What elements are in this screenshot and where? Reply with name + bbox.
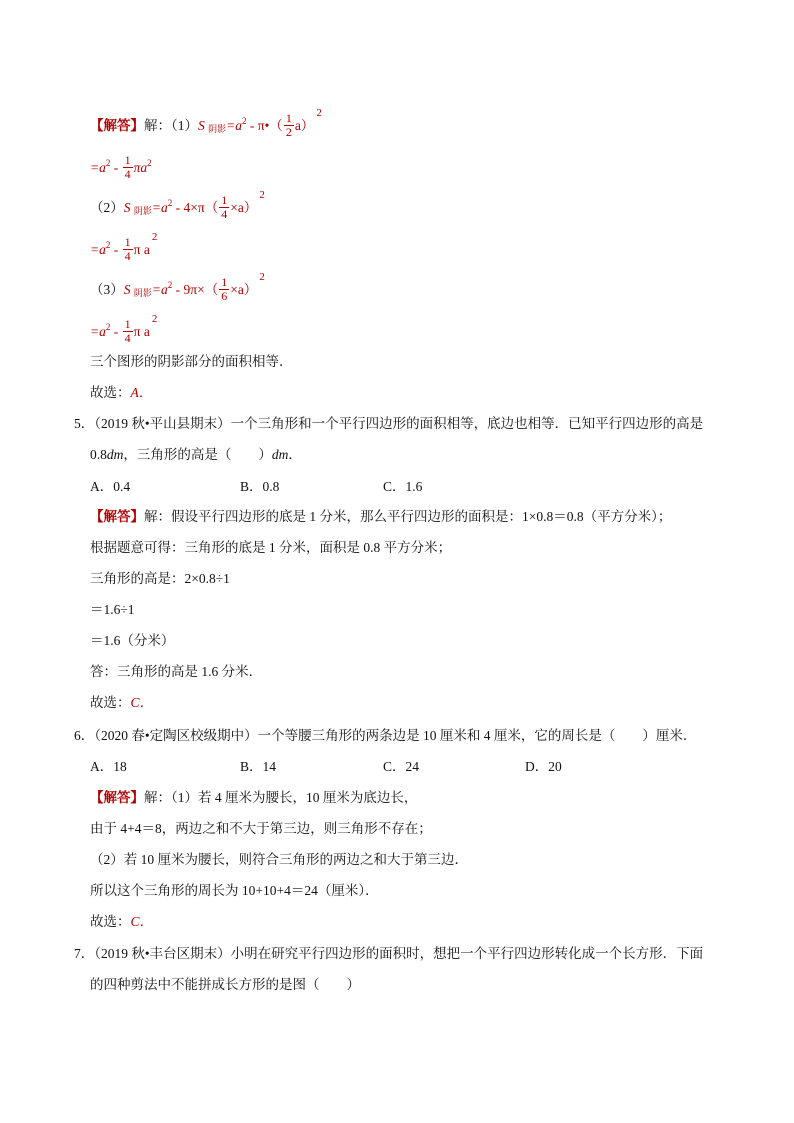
q4-result-line-1: $=a^2$ - $\frac{1}{4}$ $\pi a^2$ — [90, 153, 152, 182]
q6-stem: 6．（2020 春•定陶区校级期中）一个等腰三角形的两条边是 10 厘米和 4 厘米，它的周长是（ ）厘米． — [74, 728, 697, 743]
q5-option-c: C．1.6 — [383, 479, 423, 494]
fraction-1-4: $\frac{1}{4}$ — [124, 317, 131, 346]
q4-result-line-2: $=a^2$ - $\frac{1}{4}$ π $a^2$ — [90, 231, 158, 264]
q4-solution-line-2: （2）S $_{阴影}=a^2 - 4\times\pi$（ $\frac{1}{4}$ ×a）$^2$ — [90, 189, 265, 222]
q5-solution-line-2: 根据题意可得：三角形的底是 1 分米，面积是 0.8 平方分米； — [90, 540, 452, 555]
fraction-1-4: $\frac{1}{4}$ — [124, 235, 131, 264]
q4-result-line-3: $=a^2$ - $\frac{1}{4}$ π $a^2$ — [90, 313, 158, 346]
q5-option-a: A．0.4 — [90, 479, 131, 494]
q6-option-b: B．14 — [240, 759, 277, 774]
q6-solution-line-1: 【解答】解：（1）若 4 厘米为腰长，10 厘米为底边长， — [90, 790, 418, 805]
q5-option-b: B．0.8 — [240, 479, 280, 494]
q7-stem-line-1: 7．（2019 秋•丰台区期末）小明在研究平行四边形的面积时，想把一个平行四边形转化成一个长方形．下面 — [74, 946, 704, 961]
q4-solution-line-1: 【解答】解：（1）S $_{阴影}=a^2$ - π•（ $\frac{1}{2}$ a）$^2$ — [90, 107, 322, 140]
q4-answer: A． — [130, 385, 153, 400]
q6-options — [0, 757, 794, 777]
q5-number: 5． — [74, 416, 95, 431]
q6-answer: C． — [130, 914, 154, 929]
q6-number: 6． — [74, 728, 95, 743]
q5-solution-line-1: 【解答】解：假设平行四边形的底是 1 分米，那么平行四边形的面积是：1×0.8＝0.8（平方分米）； — [90, 509, 672, 524]
fraction-1-4: $\frac{1}{4}$ — [221, 193, 228, 222]
q6-choice-line: 故选：C． — [90, 914, 154, 929]
q6-solution-line-2: 由于 4+4＝8，两边之和不大于第三边，则三角形不存在； — [90, 821, 432, 836]
q7-number: 7． — [74, 946, 95, 961]
q5-options — [0, 477, 794, 497]
q5-choice-line: 故选：C． — [90, 695, 154, 710]
q5-solution-line-6: 答：三角形的高是 1.6 分米． — [90, 664, 263, 679]
q5-stem-line-1: 5．（2019 秋•平山县期末）一个三角形和一个平行四边形的面积相等，底边也相等．已知平行四边形的高是 — [74, 416, 704, 431]
q4-solution-line-3: （3）S $_{阴影}=a^2 - 9\pi\times$（ $\frac{1}{6}$ ×a）$^2$ — [90, 271, 265, 304]
q5-stem-line-2: 0.8dm，三角形的高是（ ）dm． — [90, 447, 302, 462]
q4-conclusion: 三个图形的阴影部分的面积相等． — [90, 354, 293, 369]
q7-stem-line-2: 的四种剪法中不能拼成长方形的是图（ ） — [90, 977, 360, 992]
q6-solution-line-4: 所以这个三角形的周长为 10+10+4＝24（厘米）． — [90, 883, 379, 898]
q6-option-d: D．20 — [525, 759, 562, 774]
solution-tag: 【解答】 — [90, 790, 144, 805]
q5-solution-line-4: ＝1.6÷1 — [90, 602, 135, 617]
fraction-1-2: $\frac{1}{2}$ — [285, 111, 292, 140]
solution-tag: 【解答】 — [90, 118, 144, 133]
q4-choice-line: 故选：A． — [90, 385, 153, 400]
solution-tag: 【解答】 — [90, 509, 144, 524]
q5-solution-line-3: 三角形的高是：2×0.8÷1 — [90, 571, 230, 586]
fraction-1-6: $\frac{1}{6}$ — [221, 275, 228, 304]
fraction-1-4: $\frac{1}{4}$ — [124, 153, 131, 182]
q6-option-a: A．18 — [90, 759, 127, 774]
q6-solution-line-3: （2）若 10 厘米为腰长，则符合三角形的两边之和大于第三边． — [90, 852, 468, 867]
q5-solution-line-5: ＝1.6（分米） — [90, 633, 175, 648]
q5-answer: C． — [130, 695, 154, 710]
q6-option-c: C．24 — [383, 759, 420, 774]
